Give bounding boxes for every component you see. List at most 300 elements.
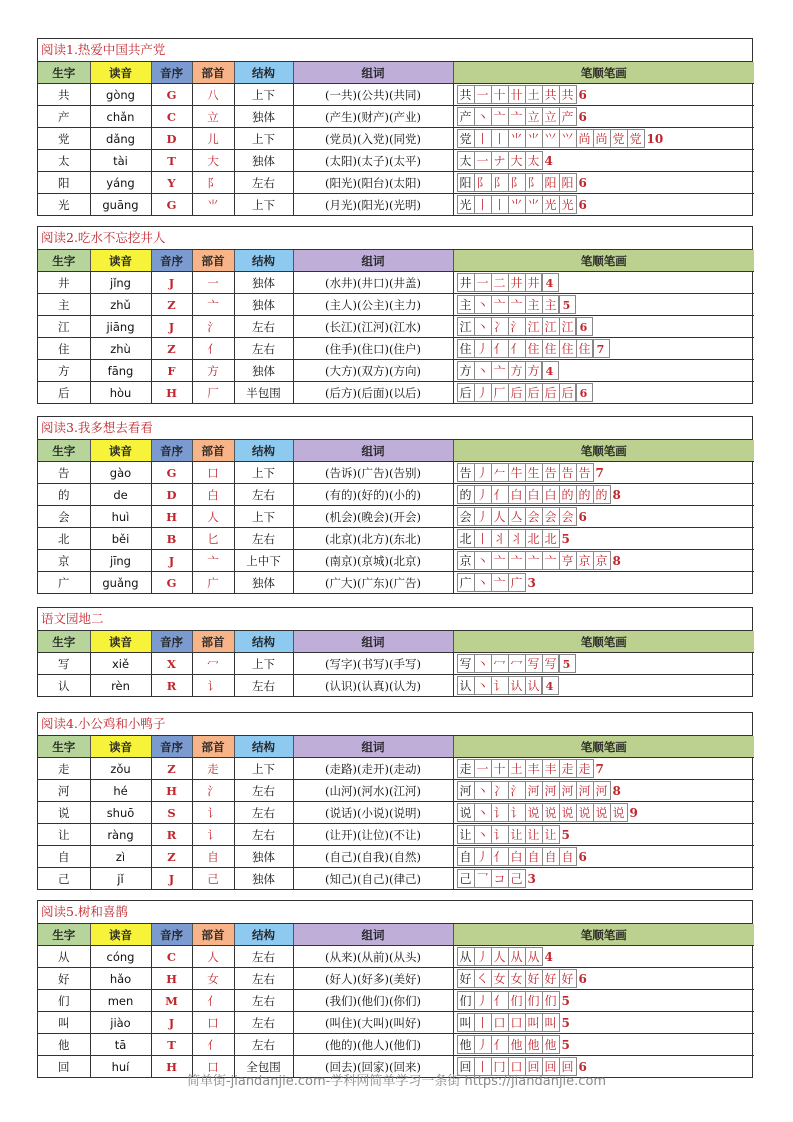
column-header-yin: 读音	[90, 924, 151, 946]
column-header-zi: 生字	[38, 62, 90, 84]
column-header-cz: 组词	[293, 62, 453, 84]
stroke-step-glyph: 女	[493, 972, 506, 986]
stroke-step-glyph: 丨	[476, 132, 489, 146]
table-row	[38, 824, 754, 846]
stroke-order-cell	[453, 990, 754, 1012]
stroke-order-cell	[453, 360, 754, 382]
stroke-box-step	[508, 551, 526, 570]
stroke-count: 7	[595, 465, 604, 480]
structure-cell: 独体	[234, 572, 293, 594]
stroke-box-step	[559, 803, 577, 822]
stroke-box-character: 北	[457, 529, 475, 548]
radical-cell: 亻	[192, 1034, 234, 1056]
stroke-step-glyph: 光	[561, 198, 574, 212]
stroke-box-step	[474, 803, 492, 822]
stroke-box-step	[508, 573, 526, 592]
stroke-order-cell	[453, 128, 754, 150]
structure-cell: 左右	[234, 946, 293, 968]
stroke-box-character: 己	[457, 869, 475, 888]
stroke-step-glyph: 丨	[476, 532, 489, 546]
stroke-count: 5	[558, 295, 576, 314]
stroke-step-glyph: 丿	[476, 1038, 489, 1052]
column-header-cz: 组词	[293, 250, 453, 272]
structure-cell: 左右	[234, 172, 293, 194]
stroke-step-glyph: 回	[561, 1060, 574, 1074]
table-row	[38, 528, 754, 550]
stroke-box-step	[491, 485, 509, 504]
stroke-box-step	[491, 507, 509, 526]
stroke-count: 8	[612, 487, 621, 502]
stroke-step-glyph: 河	[544, 784, 557, 798]
column-header-zi: 生字	[38, 250, 90, 272]
stroke-box-step	[525, 991, 543, 1010]
column-header-yin: 读音	[90, 62, 151, 84]
stroke-box-character: 产	[457, 107, 475, 126]
word-group-cell: (主人)(公主)(主力)	[293, 294, 453, 316]
stroke-step-glyph: 的	[561, 488, 574, 502]
pinyin-cell: huì	[90, 506, 151, 528]
pinyin-cell: běi	[90, 528, 151, 550]
stroke-box-step	[474, 947, 492, 966]
stroke-step-glyph: 井	[510, 276, 523, 290]
stroke-box-step	[474, 463, 492, 482]
stroke-step-glyph: 人	[493, 510, 506, 524]
radical-cell: 亠	[192, 294, 234, 316]
stroke-box-step	[508, 85, 526, 104]
initial-letter-cell: Z	[151, 846, 192, 868]
radical-cell: 厂	[192, 382, 234, 404]
stroke-step-glyph: 说	[544, 806, 557, 820]
stroke-step-glyph: 河	[561, 784, 574, 798]
stroke-box-step	[542, 847, 560, 866]
character-cell: 共	[38, 84, 90, 106]
stroke-step-glyph: 走	[578, 762, 591, 776]
stroke-box-step	[508, 317, 526, 336]
column-header-xu: 音序	[151, 736, 192, 758]
stroke-step-glyph: 回	[527, 1060, 540, 1074]
stroke-count: 5	[561, 531, 570, 546]
structure-cell: 独体	[234, 846, 293, 868]
word-group-cell: (认识)(认真)(认为)	[293, 675, 453, 697]
stroke-order-cell	[453, 758, 754, 780]
structure-cell: 左右	[234, 968, 293, 990]
column-header-cz: 组词	[293, 736, 453, 758]
stroke-box-step	[559, 85, 577, 104]
word-group-cell: (北京)(北方)(东北)	[293, 528, 453, 550]
stroke-step-glyph: ⺍	[544, 132, 557, 146]
stroke-order-cell	[453, 316, 754, 338]
structure-cell: 独体	[234, 868, 293, 890]
initial-letter-cell: B	[151, 528, 192, 550]
stroke-step-glyph: 土	[510, 762, 523, 776]
stroke-step-glyph: 讠	[493, 828, 506, 842]
stroke-box-step	[474, 825, 492, 844]
stroke-box-step	[525, 781, 543, 800]
word-group-cell: (自己)(自我)(自然)	[293, 846, 453, 868]
stroke-box-step	[491, 463, 509, 482]
character-table	[38, 250, 754, 403]
initial-letter-cell: J	[151, 272, 192, 294]
radical-cell: 阝	[192, 172, 234, 194]
pinyin-cell: fāng	[90, 360, 151, 382]
stroke-box-step	[542, 339, 560, 358]
table-row	[38, 990, 754, 1012]
stroke-count: 5	[561, 993, 570, 1008]
stroke-box-step	[508, 1013, 526, 1032]
column-header-yin: 读音	[90, 440, 151, 462]
stroke-box-character: 告	[457, 463, 475, 482]
pinyin-cell: zǒu	[90, 758, 151, 780]
stroke-count: 7	[592, 339, 610, 358]
stroke-order-cell	[453, 462, 754, 484]
stroke-box-character: 广	[457, 573, 475, 592]
stroke-count: 6	[575, 317, 593, 336]
column-header-bu: 部首	[192, 736, 234, 758]
stroke-step-glyph: 亻	[493, 342, 506, 356]
stroke-box-step	[474, 173, 492, 192]
stroke-step-glyph: 丶	[476, 679, 489, 693]
stroke-step-glyph: 住	[527, 342, 540, 356]
stroke-step-glyph: 会	[544, 510, 557, 524]
stroke-box-step	[491, 1035, 509, 1054]
pinyin-cell: jīng	[90, 550, 151, 572]
stroke-step-glyph: 认	[510, 679, 523, 693]
stroke-order-cell	[453, 194, 754, 216]
structure-cell: 上下	[234, 506, 293, 528]
section-title: 阅读5.树和喜鹊	[38, 901, 752, 924]
pinyin-cell: yáng	[90, 172, 151, 194]
stroke-step-glyph: 丶	[476, 298, 489, 312]
stroke-box-step	[491, 295, 509, 314]
stroke-box-step	[491, 551, 509, 570]
stroke-step-glyph: 亻	[493, 850, 506, 864]
stroke-step-glyph: 太	[527, 154, 540, 168]
initial-letter-cell: G	[151, 462, 192, 484]
word-group-cell: (一共)(公共)(共同)	[293, 84, 453, 106]
initial-letter-cell: C	[151, 106, 192, 128]
stroke-box-step	[491, 654, 509, 673]
stroke-box-step	[474, 869, 492, 888]
stroke-box-step	[508, 339, 526, 358]
stroke-step-glyph: 方	[510, 364, 523, 378]
stroke-box-step	[491, 529, 509, 548]
word-group-cell: (大方)(双方)(方向)	[293, 360, 453, 382]
stroke-box-step	[508, 507, 526, 526]
stroke-step-glyph: 丿	[476, 510, 489, 524]
stroke-box-step	[474, 485, 492, 504]
initial-letter-cell: H	[151, 780, 192, 802]
initial-letter-cell: J	[151, 550, 192, 572]
stroke-step-glyph: 亠	[493, 110, 506, 124]
stroke-box-step	[508, 869, 526, 888]
column-header-yin: 读音	[90, 736, 151, 758]
radical-cell: 口	[192, 462, 234, 484]
radical-cell: 口	[192, 1056, 234, 1078]
column-header-bs: 笔顺笔画	[453, 924, 754, 946]
character-cell: 走	[38, 758, 90, 780]
stroke-box-step	[491, 991, 509, 1010]
stroke-step-glyph: 写	[527, 657, 540, 671]
stroke-box-step	[491, 869, 509, 888]
stroke-count: 3	[527, 871, 536, 886]
structure-cell: 左右	[234, 990, 293, 1012]
stroke-step-glyph: 丨	[476, 1016, 489, 1030]
stroke-box-step	[474, 1013, 492, 1032]
radical-cell: 方	[192, 360, 234, 382]
stroke-box-step	[525, 383, 543, 402]
stroke-order-cell	[453, 106, 754, 128]
character-cell: 河	[38, 780, 90, 802]
stroke-step-glyph: 亠	[493, 576, 506, 590]
stroke-box-step	[542, 507, 560, 526]
stroke-step-glyph: 乛	[476, 872, 489, 886]
pinyin-cell: de	[90, 484, 151, 506]
column-header-xu: 音序	[151, 631, 192, 653]
column-header-xu: 音序	[151, 250, 192, 272]
stroke-step-glyph: コ	[493, 872, 506, 886]
stroke-box-step	[576, 463, 594, 482]
stroke-box-step	[559, 485, 577, 504]
stroke-step-glyph: 亠	[493, 554, 506, 568]
stroke-step-glyph: 丿	[476, 342, 489, 356]
stroke-box-step	[576, 485, 594, 504]
stroke-step-glyph: 让	[544, 828, 557, 842]
table-row	[38, 462, 754, 484]
word-group-cell: (回去)(回家)(回来)	[293, 1056, 453, 1078]
stroke-box-character: 回	[457, 1057, 475, 1076]
stroke-box-step	[525, 463, 543, 482]
initial-letter-cell: X	[151, 653, 192, 675]
stroke-count: 6	[575, 383, 593, 402]
column-header-bs: 笔顺笔画	[453, 440, 754, 462]
stroke-step-glyph: ⺌	[527, 198, 540, 212]
stroke-order-cell	[453, 150, 754, 172]
stroke-step-glyph: ㇛	[476, 972, 489, 986]
stroke-box-step	[508, 273, 526, 292]
word-group-cell: (水井)(井口)(井盖)	[293, 272, 453, 294]
word-group-cell: (好人)(好多)(美好)	[293, 968, 453, 990]
stroke-order-cell	[453, 780, 754, 802]
stroke-box-step	[508, 654, 526, 673]
character-table	[38, 631, 754, 696]
stroke-count: 10	[646, 131, 664, 146]
pinyin-cell: tā	[90, 1034, 151, 1056]
stroke-box-character: 江	[457, 317, 475, 336]
stroke-count: 6	[578, 1059, 587, 1074]
initial-letter-cell: H	[151, 382, 192, 404]
pinyin-cell: hòu	[90, 382, 151, 404]
table-row	[38, 360, 754, 382]
stroke-step-glyph: 一	[476, 154, 489, 168]
stroke-box-step	[542, 129, 560, 148]
word-group-cell: (告诉)(广告)(告别)	[293, 462, 453, 484]
stroke-step-glyph: 说	[561, 806, 574, 820]
stroke-step-glyph: 自	[527, 850, 540, 864]
pinyin-cell: jǐng	[90, 272, 151, 294]
stroke-step-glyph: 江	[527, 320, 540, 334]
stroke-box-step	[508, 485, 526, 504]
stroke-count: 3	[527, 575, 536, 590]
pinyin-cell: jiāng	[90, 316, 151, 338]
character-cell: 井	[38, 272, 90, 294]
table-row	[38, 780, 754, 802]
character-cell: 的	[38, 484, 90, 506]
stroke-box-step	[542, 85, 560, 104]
stroke-count: 6	[578, 849, 587, 864]
initial-letter-cell: C	[151, 946, 192, 968]
character-cell: 光	[38, 194, 90, 216]
stroke-box-step	[525, 969, 543, 988]
stroke-step-glyph: 丰	[544, 762, 557, 776]
character-cell: 让	[38, 824, 90, 846]
stroke-box-step	[508, 676, 526, 695]
stroke-count: 5	[561, 1015, 570, 1030]
stroke-box-step	[559, 107, 577, 126]
stroke-box-step	[525, 759, 543, 778]
stroke-step-glyph: 丿	[476, 994, 489, 1008]
footer-watermark: 简单街-jiandanjie.com-学科网简单学习一条街 https://jiandanjie.com	[186, 1074, 607, 1089]
stroke-box-step	[542, 383, 560, 402]
stroke-step-glyph: 叫	[527, 1016, 540, 1030]
stroke-step-glyph: 他	[544, 1038, 557, 1052]
stroke-order-cell	[453, 946, 754, 968]
stroke-step-glyph: 亠	[493, 364, 506, 378]
stroke-step-glyph: 亨	[561, 554, 574, 568]
stroke-box-step	[508, 947, 526, 966]
stroke-box-step	[525, 654, 543, 673]
stroke-step-glyph: ⺌	[510, 132, 523, 146]
word-group-cell: (南京)(京城)(北京)	[293, 550, 453, 572]
initial-letter-cell: T	[151, 1034, 192, 1056]
stroke-box-step	[474, 654, 492, 673]
stroke-box-step	[491, 339, 509, 358]
table-row	[38, 382, 754, 404]
structure-cell: 独体	[234, 294, 293, 316]
stroke-step-glyph: 阝	[476, 176, 489, 190]
word-group-cell: (长江)(江河)(江水)	[293, 316, 453, 338]
stroke-count: 6	[578, 509, 587, 524]
stroke-step-glyph: 他	[527, 1038, 540, 1052]
table-row	[38, 84, 754, 106]
stroke-box-step	[491, 361, 509, 380]
stroke-box-step	[491, 947, 509, 966]
radical-cell: ⺌	[192, 194, 234, 216]
column-header-jg: 结构	[234, 736, 293, 758]
stroke-step-glyph: 北	[527, 532, 540, 546]
stroke-step-glyph: 丶	[476, 806, 489, 820]
radical-cell: 女	[192, 968, 234, 990]
stroke-box-step	[593, 129, 611, 148]
initial-letter-cell: R	[151, 824, 192, 846]
stroke-step-glyph: 丬	[493, 532, 506, 546]
stroke-box-step	[576, 759, 594, 778]
word-group-cell: (让开)(让位)(不让)	[293, 824, 453, 846]
stroke-step-glyph: 亻	[510, 342, 523, 356]
stroke-step-glyph: 丿	[476, 488, 489, 502]
stroke-step-glyph: 会	[561, 510, 574, 524]
stroke-step-glyph: 立	[544, 110, 557, 124]
section-title: 语文园地二	[38, 608, 752, 631]
stroke-box-step	[474, 1035, 492, 1054]
stroke-step-glyph: 回	[544, 1060, 557, 1074]
stroke-step-glyph: 说	[578, 806, 591, 820]
stroke-box-step	[474, 339, 492, 358]
stroke-box-character: 共	[457, 85, 475, 104]
character-table	[38, 736, 754, 889]
stroke-box-step	[525, 295, 543, 314]
stroke-step-glyph: 住	[561, 342, 574, 356]
stroke-box-step	[610, 803, 628, 822]
stroke-step-glyph: 后	[527, 386, 540, 400]
character-cell: 说	[38, 802, 90, 824]
stroke-box-character: 让	[457, 825, 475, 844]
pinyin-cell: men	[90, 990, 151, 1012]
structure-cell: 上下	[234, 84, 293, 106]
table-row	[38, 128, 754, 150]
radical-cell: 亻	[192, 338, 234, 360]
column-header-cz: 组词	[293, 631, 453, 653]
stroke-box-step	[559, 847, 577, 866]
word-group-cell: (后方)(后面)(以后)	[293, 382, 453, 404]
stroke-step-glyph: 走	[561, 762, 574, 776]
stroke-step-glyph: ナ	[493, 154, 506, 168]
initial-letter-cell: Y	[151, 172, 192, 194]
structure-cell: 上下	[234, 653, 293, 675]
stroke-count: 6	[578, 197, 587, 212]
stroke-box-step	[542, 969, 560, 988]
stroke-box-step	[525, 947, 543, 966]
stroke-box-step	[525, 551, 543, 570]
column-header-zi: 生字	[38, 631, 90, 653]
stroke-box-step	[593, 485, 611, 504]
stroke-count: 7	[595, 761, 604, 776]
character-cell: 党	[38, 128, 90, 150]
character-table	[38, 440, 754, 593]
initial-letter-cell: G	[151, 194, 192, 216]
stroke-box-step	[525, 847, 543, 866]
stroke-box-step	[508, 825, 526, 844]
word-group-cell: (阳光)(阳台)(太阳)	[293, 172, 453, 194]
column-header-zi: 生字	[38, 924, 90, 946]
stroke-step-glyph: 从	[527, 950, 540, 964]
radical-cell: 一	[192, 272, 234, 294]
column-header-bu: 部首	[192, 440, 234, 462]
stroke-box-step	[491, 383, 509, 402]
radical-cell: 口	[192, 1012, 234, 1034]
stroke-box-step	[491, 825, 509, 844]
stroke-step-glyph: 白	[510, 850, 523, 864]
stroke-box-step	[559, 781, 577, 800]
stroke-step-glyph: 𠂉	[493, 466, 506, 480]
stroke-box-character: 阳	[457, 173, 475, 192]
stroke-box-step	[576, 781, 594, 800]
stroke-step-glyph: 让	[527, 828, 540, 842]
stroke-step-glyph: 共	[544, 88, 557, 102]
stroke-box-step	[474, 781, 492, 800]
stroke-step-glyph: 丿	[476, 386, 489, 400]
stroke-box-step	[542, 759, 560, 778]
stroke-box-step	[474, 273, 492, 292]
stroke-step-glyph: 丨	[476, 1060, 489, 1074]
lesson-section	[37, 38, 753, 216]
stroke-box-step	[508, 781, 526, 800]
stroke-count: 6	[578, 175, 587, 190]
pinyin-cell: guǎng	[90, 572, 151, 594]
initial-letter-cell: H	[151, 506, 192, 528]
character-cell: 叫	[38, 1012, 90, 1034]
stroke-step-glyph: 亠	[527, 554, 540, 568]
stroke-step-glyph: 叫	[544, 1016, 557, 1030]
